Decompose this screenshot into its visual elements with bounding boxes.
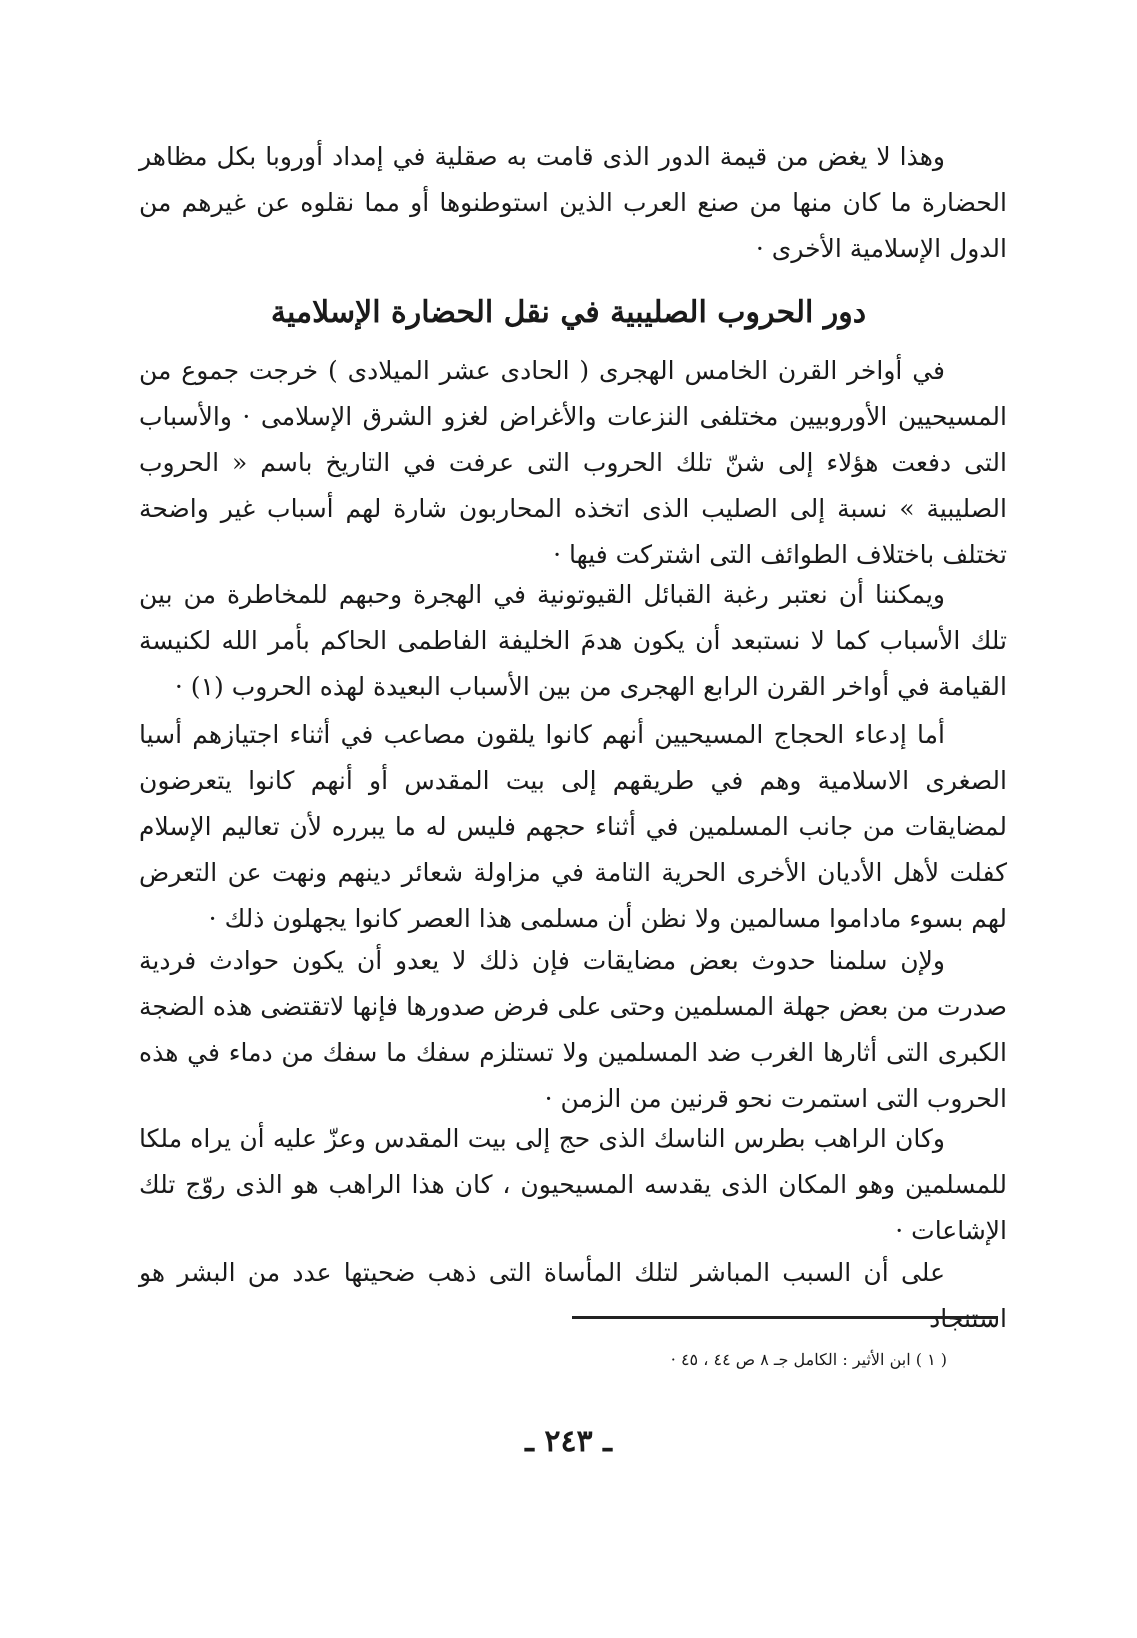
paragraph-3: أما إدعاء الحجاج المسيحيين أنهم كانوا يلقون مصاعب في أثناء اجتيازهم أسيا الصغرى الاسلامية وهم في طريقهم إلى بيت المقدس أو أنهم كانوا يتعرضون لمضايقات من جانب المسلمين في أثناء حجهم فليس له ما يبرره لأن تعاليم الإسلام كفلت لأهل الأديان الأخرى الحرية التامة في مزاولة شعائر دينهم ونهت عن التعرض لهم بسوء ماداموا مسالمين ولا نظن أن مسلمى هذا العصر كانوا يجهلون ذلك · <box>139 720 1007 933</box>
intro-paragraph: وهذا لا يغض من قيمة الدور الذى قامت به صقلية في إمداد أوروبا بكل مظاهر الحضارة ما كان منها من صنع العرب الذين استوطنوها أو مما نقلوه عن غيرهم من الدول الإسلامية الأخرى · <box>139 142 1007 263</box>
paragraph-5: وكان الراهب بطرس الناسك الذى حج إلى بيت المقدس وعزّ عليه أن يراه ملكا للمسلمين وهو المكان الذى يقدسه المسيحيون ، كان هذا الراهب هو الذى روّج تلك الإشاعات · <box>139 1124 1007 1245</box>
section-heading: دور الحروب الصليبية في نقل الحضارة الإسلامية <box>270 295 867 330</box>
footnote-divider <box>572 1316 998 1319</box>
paragraph-1: في أواخر القرن الخامس الهجرى ( الحادى عشر الميلادى ) خرجت جموع من المسيحيين الأوروبيين مختلفى النزعات والأغراض لغزو الشرق الإسلامى · والأسباب التى دفعت هؤلاء إلى شنّ تلك الحروب التى عرفت في التاريخ باسم « الحروب الصليبية » نسبة إلى الصليب الذى اتخذه المحاربون شارة لهم أسباب غير واضحة تختلف باختلاف الطوائف التى اشتركت فيها · <box>139 356 1007 569</box>
paragraph-4: ولإن سلمنا حدوث بعض مضايقات فإن ذلك لا يعدو أن يكون حوادث فردية صدرت من بعض جهلة المسلمين وحتى على فرض صدورها فإنها لاتقتضى هذه الضجة الكبرى التى أثارها الغرب ضد المسلمين ولا تستلزم سفك ما سفك من دماء في هذه الحروب التى استمرت نحو قرنين من الزمن · <box>139 946 1007 1113</box>
paragraph-6: على أن السبب المباشر لتلك المأساة التى ذهب ضحيتها عدد من البشر هو استنجاد <box>139 1258 1007 1333</box>
footnote: ( ١ ) ابن الأثير : الكامل جـ ٨ ص ٤٤ ، ٤٥ · <box>670 1350 947 1369</box>
paragraph-2: ويمكننا أن نعتبر رغبة القبائل القيوتونية في الهجرة وحبهم للمخاطرة من بين تلك الأسباب كما لا نستبعد أن يكون هدمَ الخليفة الفاطمى الحاكم بأمر الله لكنيسة القيامة في أواخر القرن الرابع الهجرى من بين الأسباب البعيدة لهذه الحروب (١) · <box>139 580 1007 701</box>
page-number: ـ ٢٤٣ ـ <box>525 1424 612 1459</box>
